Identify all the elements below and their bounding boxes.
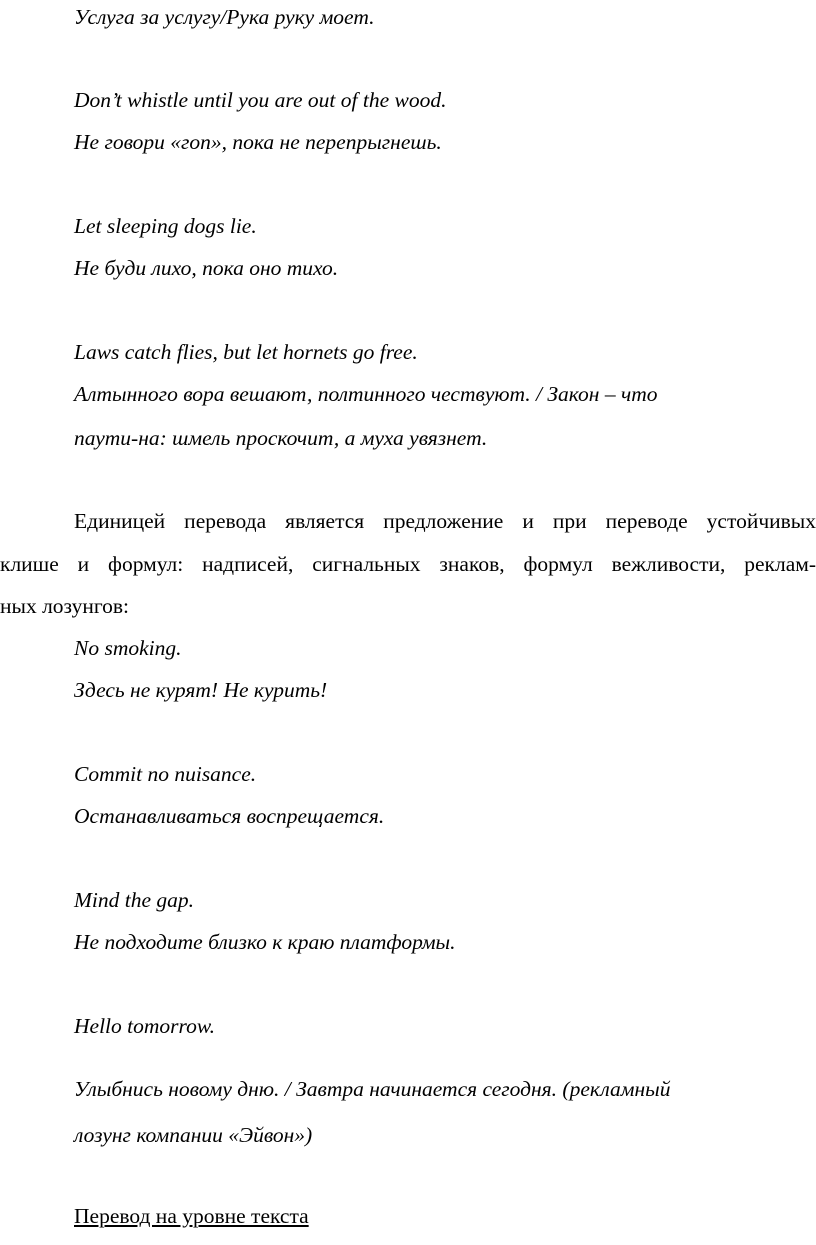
section-heading: Перевод на уровне текста <box>74 1204 309 1228</box>
example-ru-line: Не буди лихо, пока оно тихо. <box>74 256 339 280</box>
example-ru-line: лозунг компании «Эйвон») <box>74 1123 313 1147</box>
body-paragraph-line: Единицей перевода является предложение и при переводе устойчивых <box>74 509 816 533</box>
example-ru-line: Алтынного вора вешают, полтинного чествуют. / Закон – что <box>74 382 658 406</box>
example-ru-line: Здесь не курят! Не курить! <box>74 678 328 702</box>
example-en-line: Don’t whistle until you are out of the wood. <box>74 88 447 112</box>
example-en-line: Commit no nuisance. <box>74 762 257 786</box>
example-en-line: No smoking. <box>74 636 182 660</box>
example-en-line: Mind the gap. <box>74 888 195 912</box>
example-ru-line: Не подходите близко к краю платформы. <box>74 930 456 954</box>
example-ru-line: Улыбнись новому дню. / Завтра начинается сегодня. (рекламный <box>74 1077 671 1101</box>
example-ru-line: Не говори «гоп», пока не перепрыгнешь. <box>74 130 442 154</box>
example-ru-line: Услуга за услугу/Рука руку моет. <box>74 5 375 29</box>
body-paragraph-line: ных лозунгов: <box>0 594 130 618</box>
example-ru-line: паути-на: шмель проскочит, а муха увязнет. <box>74 426 488 450</box>
example-en-line: Hello tomorrow. <box>74 1014 215 1038</box>
example-ru-line: Останавливаться воспрещается. <box>74 804 385 828</box>
body-paragraph-line: клише и формул: надписей, сигнальных знаков, формул вежливости, реклам- <box>0 552 816 576</box>
example-en-line: Laws catch flies, but let hornets go free. <box>74 340 418 364</box>
example-en-line: Let sleeping dogs lie. <box>74 214 257 238</box>
